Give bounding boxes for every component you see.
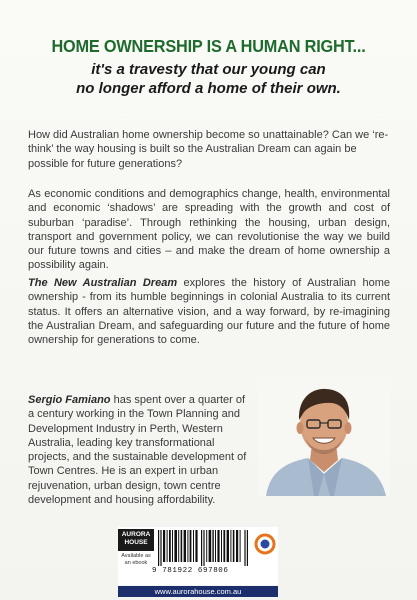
publisher-circle-icon [254,533,276,555]
ebook-note: Available as an ebook [121,553,151,566]
book-summary-text: explores the history of Australian home ownership - from its humble beginnings in colonial Australia to its current status. It offers an alternative vision, and a way forward, by re-imagining the Australian Dream, and safeguarding our future and the future of home ownership for generations to come. [28,277,390,347]
intro-paragraph: How did Australian home ownership become so unattainable? Can we ‘re-think’ the way housing is built so the Australian Dream can again be possible for future generations? [28,129,389,170]
barcode-panel [118,527,278,585]
book-title: The New Australian Dream [28,277,178,289]
author-photo [258,378,390,496]
publisher-logo: AURORA HOUSE [118,529,154,551]
context-paragraph: As economic conditions and demographics change, health, environmental and economic ‘shadows’ are spreading with the growth and cost of suburban ‘paradise’. Through rethinking the housing, urban design, transport and government policy, we can revolutionise the way we build our future towns and cities – and make the dream of home ownership a possibility again. [28,188,390,272]
subheadline-line-1: it's a travesty that our young can [91,61,326,78]
subheadline-line-2: no longer afford a home of their own. [76,80,341,97]
publisher-website: www.aurorahouse.com.au [118,586,278,597]
barcode-icon [158,530,248,566]
headline: HOME OWNERSHIP IS A HUMAN RIGHT... [51,36,366,56]
subheadline [40,60,377,98]
isbn-digits: 9 781922 697806 [152,567,229,575]
author-bio [28,393,253,507]
author-photo-illustration [258,378,390,496]
book-summary-paragraph [28,276,390,347]
author-name: Sergio Famiano [28,394,111,406]
author-bio-text: has spent over a quarter of a century working in the Town Planning and Development Industry in Perth, Western Australia, leading key transformational projects, and the sustainable development of Town Centres. He is an expert in urban rejuvenation, urban design, town centre development and housing affordability. [28,394,247,507]
